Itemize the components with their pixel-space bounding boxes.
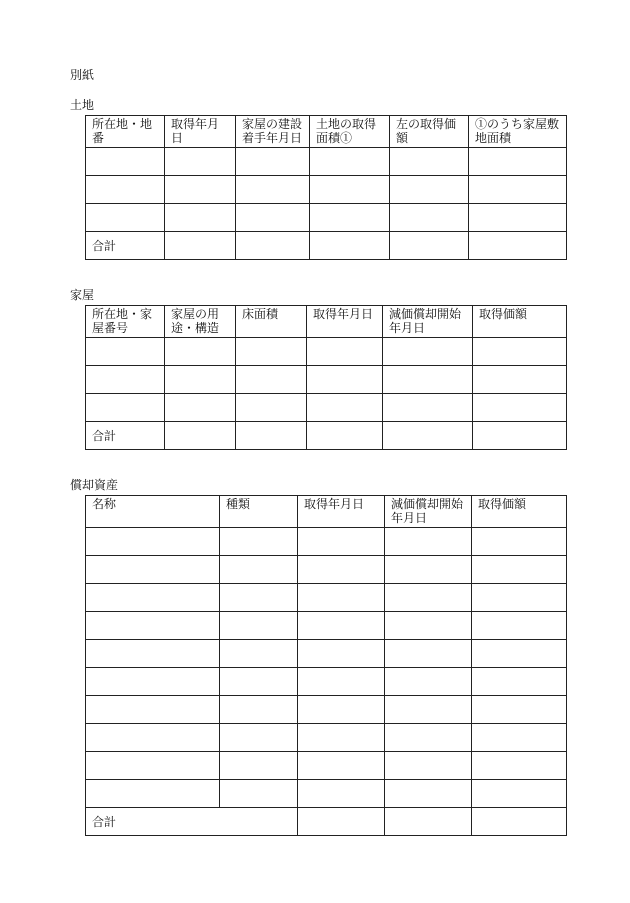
table-cell[interactable]	[385, 752, 472, 780]
table-cell[interactable]	[86, 528, 220, 556]
table-cell[interactable]	[165, 204, 236, 232]
table-cell[interactable]	[165, 422, 236, 450]
table-cell[interactable]	[469, 232, 567, 260]
table-cell[interactable]	[383, 338, 473, 366]
table-cell[interactable]	[307, 338, 383, 366]
table-row	[86, 668, 567, 696]
land-total-row	[86, 232, 567, 260]
table-cell[interactable]	[472, 640, 567, 668]
table-cell[interactable]	[165, 232, 236, 260]
table-row	[86, 148, 567, 176]
depreciable-col-acquisition-price: 取得価額	[472, 496, 567, 528]
table-cell[interactable]	[86, 640, 220, 668]
house-col-acquisition-date: 取得年月日	[307, 306, 383, 338]
table-cell[interactable]	[298, 556, 385, 584]
table-row	[86, 584, 567, 612]
table-cell[interactable]	[298, 696, 385, 724]
table-row	[86, 696, 567, 724]
table-cell[interactable]	[220, 724, 298, 752]
table-cell[interactable]	[383, 422, 473, 450]
depreciable-table	[85, 495, 567, 836]
land-total-label: 合計	[86, 232, 165, 260]
table-cell[interactable]	[385, 584, 472, 612]
table-cell[interactable]	[307, 366, 383, 394]
depreciable-section-title: 償却資産	[70, 478, 119, 492]
table-cell[interactable]	[165, 338, 236, 366]
table-cell[interactable]	[220, 752, 298, 780]
table-cell[interactable]	[472, 808, 567, 836]
land-section-title: 土地	[70, 98, 95, 112]
table-cell[interactable]	[472, 584, 567, 612]
table-cell[interactable]	[385, 668, 472, 696]
depreciable-total-row	[86, 808, 567, 836]
table-cell[interactable]	[472, 556, 567, 584]
table-cell[interactable]	[469, 204, 567, 232]
table-cell[interactable]	[236, 366, 307, 394]
table-cell[interactable]	[86, 668, 220, 696]
depreciable-col-name: 名称	[86, 496, 220, 528]
table-cell[interactable]	[385, 808, 472, 836]
table-row	[86, 752, 567, 780]
table-cell[interactable]	[298, 808, 385, 836]
table-cell[interactable]	[236, 422, 307, 450]
table-cell[interactable]	[86, 724, 220, 752]
house-col-floor-area: 床面積	[236, 306, 307, 338]
depreciable-col-depreciation-start: 減価償却開始年月日	[385, 496, 472, 528]
table-cell[interactable]	[307, 422, 383, 450]
table-cell[interactable]	[385, 780, 472, 808]
table-cell[interactable]	[472, 696, 567, 724]
table-cell[interactable]	[220, 668, 298, 696]
table-row	[86, 724, 567, 752]
table-cell[interactable]	[86, 584, 220, 612]
house-table	[85, 305, 567, 450]
table-cell[interactable]	[298, 724, 385, 752]
table-cell[interactable]	[390, 176, 469, 204]
land-col-location: 所在地・地番	[86, 116, 165, 148]
table-cell[interactable]	[385, 556, 472, 584]
table-cell[interactable]	[298, 752, 385, 780]
table-cell[interactable]	[236, 232, 310, 260]
table-cell[interactable]	[310, 232, 390, 260]
table-cell[interactable]	[307, 394, 383, 422]
table-cell[interactable]	[390, 204, 469, 232]
land-col-building-site-area: ①のうち家屋敷地面積	[469, 116, 567, 148]
house-total-row	[86, 422, 567, 450]
table-cell[interactable]	[472, 724, 567, 752]
table-cell[interactable]	[298, 584, 385, 612]
table-cell[interactable]	[298, 640, 385, 668]
land-col-acquisition-price: 左の取得価額	[390, 116, 469, 148]
table-cell[interactable]	[473, 338, 567, 366]
table-cell[interactable]	[473, 394, 567, 422]
depreciable-total-label: 合計	[86, 808, 298, 836]
table-row	[86, 556, 567, 584]
land-col-acquisition-date: 取得年月日	[165, 116, 236, 148]
table-cell[interactable]	[165, 394, 236, 422]
table-cell[interactable]	[469, 176, 567, 204]
table-cell[interactable]	[390, 148, 469, 176]
table-cell[interactable]	[236, 204, 310, 232]
table-cell[interactable]	[310, 148, 390, 176]
table-cell[interactable]	[473, 422, 567, 450]
depreciable-col-type: 種類	[220, 496, 298, 528]
table-cell[interactable]	[86, 612, 220, 640]
table-row	[86, 640, 567, 668]
table-cell[interactable]	[236, 148, 310, 176]
table-row	[86, 612, 567, 640]
table-cell[interactable]	[472, 752, 567, 780]
land-table	[85, 115, 567, 260]
table-cell[interactable]	[469, 148, 567, 176]
table-cell[interactable]	[86, 696, 220, 724]
table-cell[interactable]	[385, 724, 472, 752]
table-cell[interactable]	[165, 148, 236, 176]
table-row	[86, 780, 567, 808]
table-cell[interactable]	[86, 556, 220, 584]
house-total-label: 合計	[86, 422, 165, 450]
table-cell[interactable]	[165, 176, 236, 204]
land-col-acquired-area: 土地の取得面積①	[310, 116, 390, 148]
table-row	[86, 176, 567, 204]
table-cell[interactable]	[472, 780, 567, 808]
table-cell[interactable]	[220, 556, 298, 584]
table-cell[interactable]	[86, 176, 165, 204]
table-row	[86, 366, 567, 394]
table-cell[interactable]	[236, 338, 307, 366]
house-col-depreciation-start: 減価償却開始年月日	[383, 306, 473, 338]
table-cell[interactable]	[236, 176, 310, 204]
land-header-row	[86, 116, 567, 148]
table-row	[86, 204, 567, 232]
house-col-location: 所在地・家屋番号	[86, 306, 165, 338]
table-cell[interactable]	[310, 204, 390, 232]
table-cell[interactable]	[390, 232, 469, 260]
house-header-row	[86, 306, 567, 338]
depreciable-col-acquisition-date: 取得年月日	[298, 496, 385, 528]
page-label: 別紙	[70, 68, 95, 82]
table-cell[interactable]	[385, 640, 472, 668]
table-cell[interactable]	[220, 696, 298, 724]
house-col-usage-structure: 家屋の用途・構造	[165, 306, 236, 338]
table-row	[86, 338, 567, 366]
table-cell[interactable]	[86, 394, 165, 422]
table-cell[interactable]	[472, 612, 567, 640]
table-cell[interactable]	[220, 780, 298, 808]
table-cell[interactable]	[298, 780, 385, 808]
table-cell[interactable]	[383, 366, 473, 394]
table-cell[interactable]	[220, 612, 298, 640]
table-cell[interactable]	[86, 204, 165, 232]
house-section-title: 家屋	[70, 288, 95, 302]
table-cell[interactable]	[385, 528, 472, 556]
table-cell[interactable]	[473, 366, 567, 394]
table-cell[interactable]	[86, 366, 165, 394]
table-cell[interactable]	[86, 752, 220, 780]
table-cell[interactable]	[310, 176, 390, 204]
table-cell[interactable]	[298, 612, 385, 640]
table-cell[interactable]	[220, 528, 298, 556]
table-cell[interactable]	[86, 338, 165, 366]
table-row	[86, 528, 567, 556]
depreciable-header-row	[86, 496, 567, 528]
table-cell[interactable]	[385, 612, 472, 640]
table-cell[interactable]	[86, 148, 165, 176]
table-cell[interactable]	[220, 640, 298, 668]
table-cell[interactable]	[472, 528, 567, 556]
table-cell[interactable]	[298, 668, 385, 696]
land-col-construction-start-date: 家屋の建設着手年月日	[236, 116, 310, 148]
table-cell[interactable]	[236, 394, 307, 422]
table-cell[interactable]	[383, 394, 473, 422]
table-cell[interactable]	[165, 366, 236, 394]
table-cell[interactable]	[220, 584, 298, 612]
house-col-acquisition-price: 取得価額	[473, 306, 567, 338]
table-cell[interactable]	[298, 528, 385, 556]
table-row	[86, 394, 567, 422]
table-cell[interactable]	[472, 668, 567, 696]
table-cell[interactable]	[86, 780, 220, 808]
table-cell[interactable]	[385, 696, 472, 724]
